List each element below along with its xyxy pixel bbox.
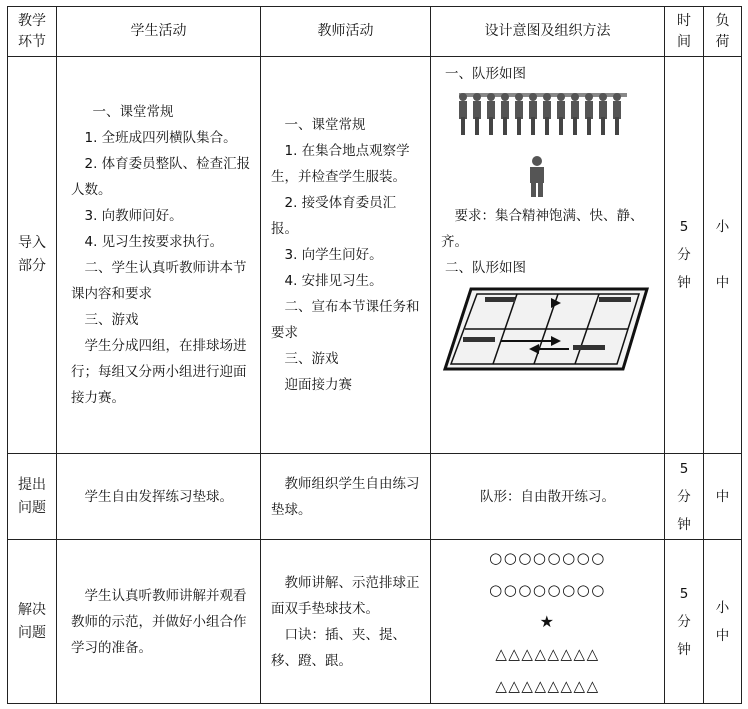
time-unit: 钟: [677, 641, 691, 658]
load-value: 小: [715, 219, 730, 235]
triangle-row: △△△△△△△△: [495, 644, 600, 663]
teacher-line: 4. 安排见习生。: [284, 273, 383, 289]
time-value: 5: [679, 585, 689, 602]
time-intro: [665, 57, 704, 454]
student-activity-problem: [57, 454, 261, 540]
load-value: 中: [715, 627, 730, 644]
time-unit: 钟: [677, 275, 691, 291]
time-unit: 分: [677, 488, 691, 505]
section-intro: 导入部分: [8, 57, 57, 454]
header-time: 时间: [665, 7, 704, 57]
student-activity-intro: [57, 57, 261, 454]
relay-court-figure: [441, 281, 651, 377]
teacher-activity-intro: [261, 57, 431, 454]
design-heading-1: 一、队形如图: [445, 66, 526, 82]
header-design: 设计意图及组织方法: [431, 7, 665, 57]
student-line: 学生自由发挥练习垫球。: [84, 488, 233, 505]
student-line: 二、学生认真听教师讲本节课内容和要求: [71, 260, 247, 302]
teacher-activity-problem: [261, 454, 431, 540]
teacher-line: 2. 接受体育委员汇报。: [271, 195, 397, 237]
time-unit: 分: [677, 247, 691, 263]
row-problem: [8, 454, 742, 540]
teacher-activity-solution: [261, 540, 431, 704]
design-problem: 队形：自由散开练习。: [431, 454, 665, 540]
load-solution: [704, 540, 742, 704]
section-problem: 提出问题: [8, 454, 57, 540]
teacher-line: 二、宣布本节课任务和要求: [271, 299, 420, 341]
design-solution: [431, 540, 665, 704]
header-teacher: 教师活动: [261, 7, 431, 57]
teacher-line: 3. 向学生问好。: [284, 247, 383, 263]
teacher-line: 迎面接力赛: [284, 377, 352, 393]
row-intro: [8, 57, 742, 454]
circle-row: ○○○○○○○○: [489, 548, 606, 567]
load-intro: [704, 57, 742, 454]
time-value: 5: [679, 219, 689, 235]
circle-row: ○○○○○○○○: [489, 580, 606, 599]
header-student: 学生活动: [57, 7, 261, 57]
teacher-line: 口诀：插、夹、提、移、蹬、跟。: [271, 626, 406, 669]
design-intro: [431, 57, 665, 454]
student-line: 4. 见习生按要求执行。: [84, 234, 224, 250]
load-value: 小: [715, 599, 730, 616]
header-load: 负荷: [704, 7, 742, 57]
design-requirement: 要求：集合精神饱满、快、静、齐。: [441, 208, 644, 250]
teacher-line: 1. 在集合地点观察学生，并检查学生服装。: [271, 143, 410, 185]
row-solution: [8, 540, 742, 704]
student-line: 2. 体育委员整队、检查汇报人数。: [71, 156, 251, 198]
time-unit: 分: [677, 613, 691, 630]
header-section: 教学环节: [8, 7, 57, 57]
time-solution: [665, 540, 704, 704]
teacher-line: 三、游戏: [284, 351, 339, 367]
design-heading-2: 二、队形如图: [445, 260, 526, 276]
section-solution: 解决问题: [8, 540, 57, 704]
time-unit: 钟: [677, 516, 691, 533]
student-line: 3. 向教师问好。: [84, 208, 183, 224]
teacher-star-icon: ★: [539, 611, 556, 631]
student-line: 一、课堂常规: [92, 104, 174, 120]
student-line: 三、游戏: [84, 312, 139, 328]
formation-figure: [441, 87, 651, 199]
lesson-plan-table: [7, 6, 742, 704]
header-row: [8, 7, 742, 57]
time-value: 5: [679, 460, 689, 477]
triangle-row: △△△△△△△△: [495, 676, 600, 695]
load-problem: 中: [704, 454, 742, 540]
student-activity-solution: [57, 540, 261, 704]
student-line: 学生认真听教师讲解并观看教师的示范，并做好小组合作学习的准备。: [71, 587, 247, 656]
teacher-line: 一、课堂常规: [284, 117, 366, 133]
teacher-line: 教师组织学生自由练习垫球。: [271, 475, 420, 518]
student-line: 学生分成四组，在排球场进行；每组又分两小组进行迎面接力赛。: [71, 338, 247, 406]
load-value: 中: [715, 275, 730, 291]
teacher-line: 教师讲解、示范排球正面双手垫球技术。: [271, 574, 420, 617]
time-problem: [665, 454, 704, 540]
student-line: 1. 全班成四列横队集合。: [84, 130, 237, 146]
